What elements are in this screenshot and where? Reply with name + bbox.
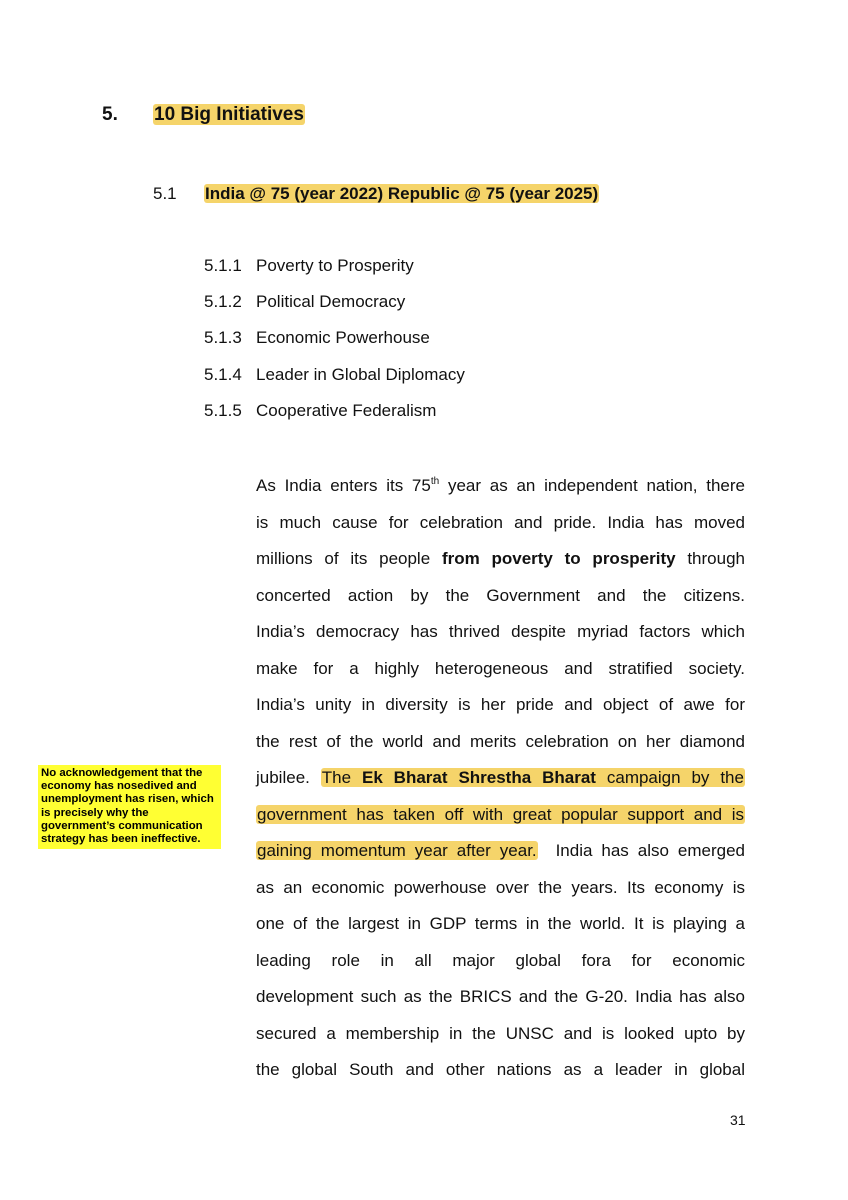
list-item [204, 328, 430, 348]
section-number: 5. [102, 104, 118, 125]
list-item-number: 5.1.5 [204, 401, 242, 420]
paragraph-line: one of the largest in GDP terms in the world. It is playing a [256, 914, 745, 933]
text-run: India has also emerged [537, 841, 745, 860]
paragraph-line [256, 474, 745, 511]
paragraph-line: concerted action by the Government and the citizens. [256, 585, 745, 605]
paragraph-line [256, 803, 745, 840]
annotation-comment: No acknowledgement that the economy has nosedived and unemployment has risen, which is precisely why the government’s communication strategy has been ineffective. [38, 765, 221, 849]
text-run: year as an independent nation, there [439, 476, 745, 495]
list-item-label: Leader in Global Diplomacy [256, 365, 465, 384]
list-item-number: 5.1.4 [204, 365, 242, 384]
list-item [204, 401, 436, 421]
paragraph-line: development such as the BRICS and the G-20. India has also [256, 987, 745, 1006]
paragraph-line: leading role in all major global fora for economic [256, 950, 745, 970]
paragraph-line: the global South and other nations as a leader in global [256, 1060, 745, 1079]
paragraph-line [256, 547, 745, 584]
list-item [204, 365, 465, 385]
highlighted-text: gaining momentum year after year. [257, 841, 537, 860]
list-item-number: 5.1.3 [204, 328, 242, 347]
paragraph-line: is much cause for celebration and pride. India has moved [256, 512, 745, 532]
body-paragraph [256, 474, 745, 1095]
text-run: As India enters its 75 [256, 476, 431, 495]
list-item-label: Cooperative Federalism [256, 401, 437, 420]
paragraph-line: secured a membership in the UNSC and is looked upto by [256, 1023, 745, 1043]
paragraph-line [256, 839, 745, 876]
subsection-number: 5.1 [153, 184, 177, 203]
section-title-highlight: 10 Big Initiatives [154, 104, 304, 125]
bold-phrase: from poverty to prosperity [441, 549, 676, 568]
list-item-number: 5.1.1 [204, 256, 242, 275]
section-title [153, 104, 305, 126]
paragraph-line: India’s democracy has thrived despite myriad factors which [256, 622, 745, 641]
list-item-label: Economic Powerhouse [256, 328, 430, 347]
subsection-title [204, 184, 599, 204]
list-item [204, 292, 405, 312]
page-number: 31 [730, 1112, 746, 1128]
superscript: th [430, 476, 440, 487]
bold-phrase: Ek Bharat Shrestha Bharat [361, 768, 596, 787]
paragraph-line: as an economic powerhouse over the years. Its economy is [256, 877, 745, 897]
list-item-label: Political Democracy [256, 292, 406, 311]
paragraph-line: make for a highly heterogeneous and stratified society. [256, 658, 745, 678]
text-run: through [675, 549, 745, 568]
text-run: campaign by the [595, 768, 744, 787]
list-item [204, 256, 414, 276]
paragraph-line: the rest of the world and merits celebration on her diamond [256, 731, 745, 751]
paragraph-line: India’s unity in diversity is her pride and object of awe for [256, 695, 745, 714]
subsection-title-highlight: India @ 75 (year 2022) Republic @ 75 (year 2025) [205, 184, 599, 203]
text-run: jubilee. [256, 768, 321, 787]
list-item-label: Poverty to Prosperity [256, 256, 414, 275]
paragraph-line [256, 766, 745, 803]
text-run: millions of its people [256, 549, 442, 568]
text-run: The [321, 768, 362, 787]
highlighted-text [321, 768, 745, 787]
list-item-number: 5.1.2 [204, 292, 242, 311]
highlighted-text: government has taken off with great popular support and is [257, 804, 744, 824]
